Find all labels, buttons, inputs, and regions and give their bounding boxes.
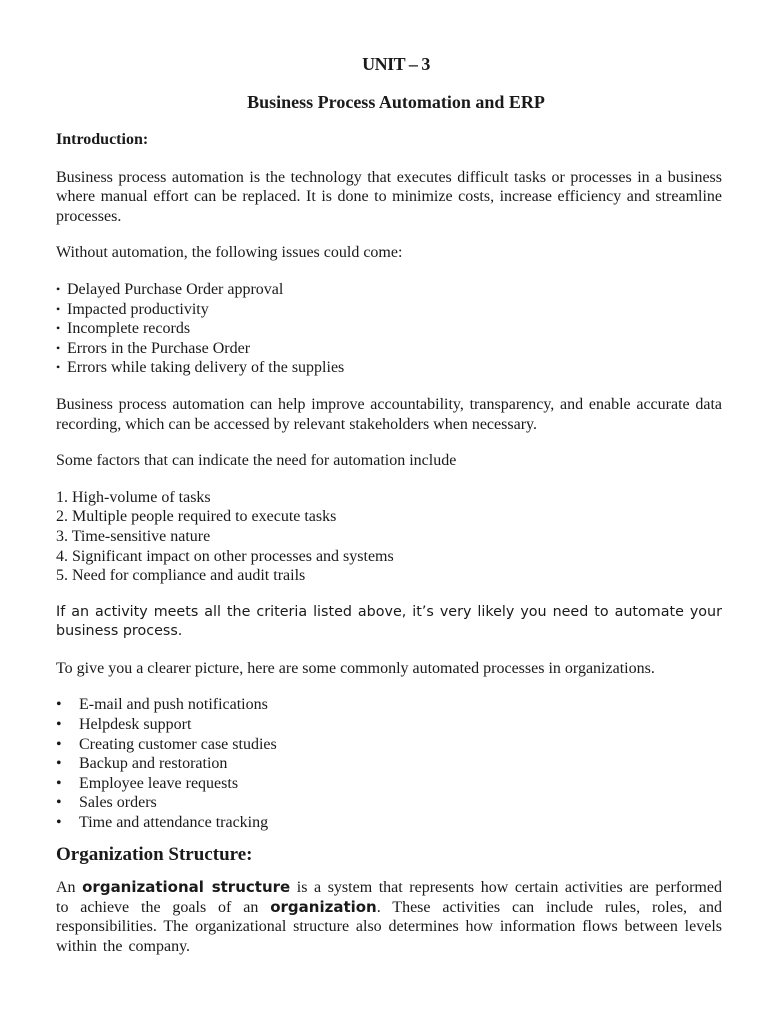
org-bold-term-2: organization — [270, 897, 377, 916]
unit-title: UNIT – 3 — [362, 54, 430, 74]
paragraph-issues-lead: Without automation, the following issues could come: — [56, 244, 403, 262]
issues-list — [56, 280, 722, 378]
list-item: • Creating customer case studies — [56, 735, 722, 755]
intro-heading: Introduction: — [56, 131, 149, 148]
processes-list — [56, 695, 722, 832]
paragraph-benefits: Business process automation can help improve accountability, transparency, and enable accurate data recording, which can be accessed by relevant stakeholders when necessary. — [56, 395, 722, 433]
org-text-an: An — [56, 879, 83, 897]
list-item: • E-mail and push notifications — [56, 695, 722, 715]
list-item: • Time and attendance tracking — [56, 813, 722, 833]
document-title: Business Process Automation and ERP — [247, 92, 545, 112]
list-item: • Errors while taking delivery of the supplies — [56, 358, 722, 378]
list-item: • Errors in the Purchase Order — [56, 339, 722, 359]
list-item: • Backup and restoration — [56, 754, 722, 774]
list-item: • Employee leave requests — [56, 774, 722, 794]
list-item: • Impacted productivity — [56, 300, 722, 320]
list-item: 5. Need for compliance and audit trails — [56, 567, 306, 585]
paragraph-criteria: If an activity meets all the criteria listed above, it’s very likely you need to automate your business process. — [56, 603, 722, 640]
paragraph-processes-lead: To give you a clearer picture, here are some commonly automated processes in organizations. — [56, 659, 655, 677]
org-text-end: . These activities can include rules, roles, and responsibilities. The organizational structure also determines how information flows between levels within the company. — [56, 898, 723, 955]
list-item: 4. Significant impact on other processes and systems — [56, 547, 394, 565]
list-item: 2. Multiple people required to execute tasks — [56, 508, 337, 526]
paragraph-factors-lead: Some factors that can indicate the need for automation include — [56, 452, 457, 470]
org-text-mid: is a system that represents how certain activities are performed to achieve the goals of an — [56, 879, 722, 916]
list-item: • Helpdesk support — [56, 715, 722, 735]
section-heading-organization: Organization Structure: — [56, 843, 253, 865]
org-bold-term-1: organizational structure — [82, 878, 291, 897]
paragraph-organization — [56, 878, 722, 956]
list-item: • Incomplete records — [56, 319, 722, 339]
list-item: 1. High-volume of tasks — [56, 488, 211, 506]
list-item: • Sales orders — [56, 793, 722, 813]
paragraph-intro: Business process automation is the technology that executes difficult tasks or processes in a business where manual effort can be replaced. It is done to minimize costs, increase efficiency and streamline processes. — [56, 168, 722, 225]
list-item: • Delayed Purchase Order approval — [56, 280, 722, 300]
list-item: 3. Time-sensitive nature — [56, 527, 211, 545]
document-body — [56, 130, 722, 974]
factors-list — [56, 488, 722, 586]
